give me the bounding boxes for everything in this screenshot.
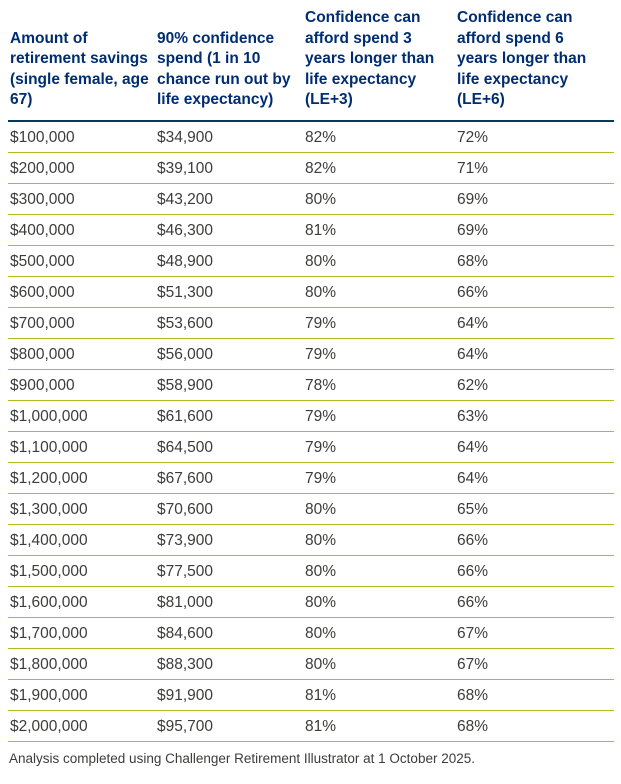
table-cell: 64% bbox=[455, 338, 614, 369]
table-cell: $1,300,000 bbox=[8, 493, 155, 524]
table-cell: $1,900,000 bbox=[8, 679, 155, 710]
table-cell: 81% bbox=[303, 214, 455, 245]
table-cell: $53,600 bbox=[155, 307, 303, 338]
table-cell: $77,500 bbox=[155, 555, 303, 586]
table-cell: 80% bbox=[303, 524, 455, 555]
table-cell: 79% bbox=[303, 307, 455, 338]
table-cell: 64% bbox=[455, 462, 614, 493]
table-row bbox=[8, 338, 614, 369]
table-cell: 67% bbox=[455, 648, 614, 679]
table-row bbox=[8, 276, 614, 307]
table-row bbox=[8, 183, 614, 214]
table-cell: $48,900 bbox=[155, 245, 303, 276]
table-row bbox=[8, 679, 614, 710]
table-cell: 64% bbox=[455, 431, 614, 462]
table-cell: $400,000 bbox=[8, 214, 155, 245]
table-cell: $500,000 bbox=[8, 245, 155, 276]
table-cell: $600,000 bbox=[8, 276, 155, 307]
table-cell: 63% bbox=[455, 400, 614, 431]
table-cell: 80% bbox=[303, 493, 455, 524]
table-cell: $91,900 bbox=[155, 679, 303, 710]
table-cell: $84,600 bbox=[155, 617, 303, 648]
table-cell: $43,200 bbox=[155, 183, 303, 214]
table-cell: 67% bbox=[455, 617, 614, 648]
table-cell: $64,500 bbox=[155, 431, 303, 462]
table-cell: 66% bbox=[455, 555, 614, 586]
table-cell: 82% bbox=[303, 121, 455, 153]
table-cell: $56,000 bbox=[155, 338, 303, 369]
table-cell: 80% bbox=[303, 276, 455, 307]
table-cell: 80% bbox=[303, 648, 455, 679]
table-cell: $39,100 bbox=[155, 152, 303, 183]
table-cell: 78% bbox=[303, 369, 455, 400]
table-cell: 71% bbox=[455, 152, 614, 183]
table-cell: $800,000 bbox=[8, 338, 155, 369]
table-cell: $81,000 bbox=[155, 586, 303, 617]
table-row bbox=[8, 307, 614, 338]
table-cell: $46,300 bbox=[155, 214, 303, 245]
table-cell: 79% bbox=[303, 338, 455, 369]
table-cell: 79% bbox=[303, 431, 455, 462]
table-cell: $61,600 bbox=[155, 400, 303, 431]
table-header-row bbox=[8, 6, 614, 121]
table-row bbox=[8, 369, 614, 400]
table-row bbox=[8, 617, 614, 648]
table-cell: $95,700 bbox=[155, 710, 303, 741]
table-row bbox=[8, 710, 614, 741]
table-cell: $1,500,000 bbox=[8, 555, 155, 586]
table-cell: 82% bbox=[303, 152, 455, 183]
table-cell: 72% bbox=[455, 121, 614, 153]
table-cell: $88,300 bbox=[155, 648, 303, 679]
table-cell: $1,600,000 bbox=[8, 586, 155, 617]
table-cell: 69% bbox=[455, 214, 614, 245]
table-cell: $1,000,000 bbox=[8, 400, 155, 431]
table-cell: 68% bbox=[455, 710, 614, 741]
table-cell: 65% bbox=[455, 493, 614, 524]
table-cell: 81% bbox=[303, 710, 455, 741]
table-cell: $1,200,000 bbox=[8, 462, 155, 493]
table-cell: $51,300 bbox=[155, 276, 303, 307]
table-row bbox=[8, 555, 614, 586]
table-cell: 80% bbox=[303, 617, 455, 648]
table-cell: $34,900 bbox=[155, 121, 303, 153]
table-cell: 80% bbox=[303, 586, 455, 617]
table-cell: $900,000 bbox=[8, 369, 155, 400]
footnote: Analysis completed using Challenger Retirement Illustrator at 1 October 2025. bbox=[9, 750, 475, 766]
table-cell: $1,400,000 bbox=[8, 524, 155, 555]
table-cell: $73,900 bbox=[155, 524, 303, 555]
table-row bbox=[8, 400, 614, 431]
table-row bbox=[8, 152, 614, 183]
table-cell: 66% bbox=[455, 276, 614, 307]
table-cell: $1,800,000 bbox=[8, 648, 155, 679]
table-cell: 68% bbox=[455, 679, 614, 710]
table-row bbox=[8, 648, 614, 679]
table-cell: 66% bbox=[455, 586, 614, 617]
table-cell: $1,100,000 bbox=[8, 431, 155, 462]
table-cell: 66% bbox=[455, 524, 614, 555]
table-body bbox=[8, 121, 614, 742]
table-row bbox=[8, 586, 614, 617]
table-cell: $67,600 bbox=[155, 462, 303, 493]
table-cell: $700,000 bbox=[8, 307, 155, 338]
table-cell: 79% bbox=[303, 400, 455, 431]
table-cell: 81% bbox=[303, 679, 455, 710]
table-cell: 68% bbox=[455, 245, 614, 276]
table-cell: $70,600 bbox=[155, 493, 303, 524]
table-cell: $100,000 bbox=[8, 121, 155, 153]
table-cell: $200,000 bbox=[8, 152, 155, 183]
table-row bbox=[8, 493, 614, 524]
table-cell: 64% bbox=[455, 307, 614, 338]
table-cell: 79% bbox=[303, 462, 455, 493]
table-cell: $2,000,000 bbox=[8, 710, 155, 741]
table-cell: $1,700,000 bbox=[8, 617, 155, 648]
table-cell: 69% bbox=[455, 183, 614, 214]
table-row bbox=[8, 121, 614, 153]
table-row bbox=[8, 462, 614, 493]
table-row bbox=[8, 524, 614, 555]
table-cell: 62% bbox=[455, 369, 614, 400]
table-cell: 80% bbox=[303, 183, 455, 214]
table-cell: $300,000 bbox=[8, 183, 155, 214]
table-cell: 80% bbox=[303, 555, 455, 586]
column-header-le-plus-3: Confidence can afford spend 3 years longer than life expectancy (LE+3) bbox=[303, 6, 455, 121]
table-cell: $58,900 bbox=[155, 369, 303, 400]
column-header-confidence-spend: 90% confidence spend (1 in 10 chance run out by life expectancy) bbox=[155, 6, 303, 121]
column-header-le-plus-6: Confidence can afford spend 6 years longer than life expectancy (LE+6) bbox=[455, 6, 614, 121]
retirement-savings-table bbox=[8, 6, 614, 742]
table-cell: 80% bbox=[303, 245, 455, 276]
column-header-savings: Amount of retirement savings (single female, age 67) bbox=[8, 6, 155, 121]
table-row bbox=[8, 431, 614, 462]
table-row bbox=[8, 245, 614, 276]
table-row bbox=[8, 214, 614, 245]
table-header bbox=[8, 6, 614, 121]
